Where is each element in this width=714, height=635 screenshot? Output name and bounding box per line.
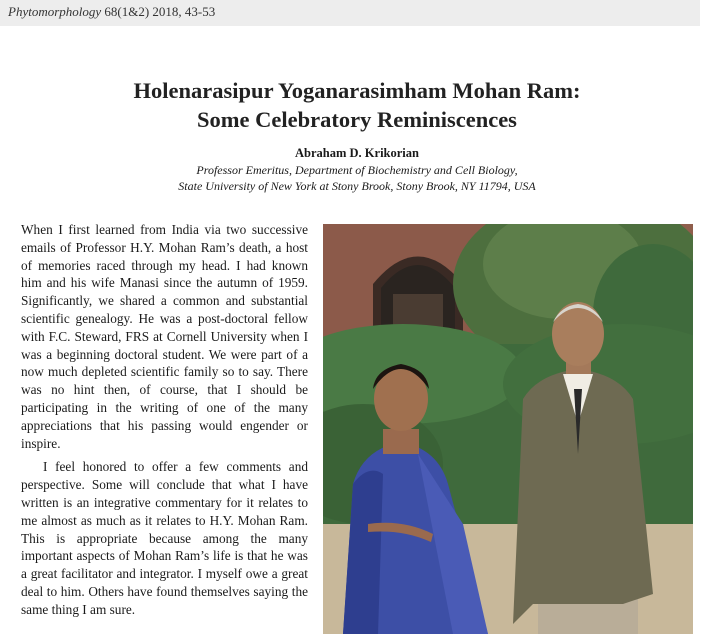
body-text-column bbox=[21, 221, 308, 625]
author-name: Abraham D. Krikorian bbox=[295, 146, 419, 160]
journal-name: Phytomorphology bbox=[8, 4, 102, 19]
article-title bbox=[0, 76, 714, 134]
body-paragraph-1: When I first learned from India via two successive emails of Professor H.Y. Mohan Ram’s death, a host of memories raced through my head. I had known him and his wife Manasi since the autumn of 1959. Significantly, we shared a common and substantial scientific genealogy. He was a post-doctoral fellow with F.C. Steward, FRS at Cornell University when I was a beginning doctoral student. We were part of a now much depleted scientific family so to say. There was no hint then, of course, that I should be participating in the writing of one of the many appreciations that his passing would engender or inspire. bbox=[21, 222, 308, 451]
affiliation-line-2: State University of New York at Stony Brook, Stony Brook, NY 11794, USA bbox=[178, 179, 536, 193]
title-line-1: Holenarasipur Yoganarasimham Mohan Ram: bbox=[133, 78, 581, 103]
photo-illustration bbox=[323, 224, 693, 634]
affiliation-line-1: Professor Emeritus, Department of Biochemistry and Cell Biology, bbox=[196, 163, 518, 177]
portrait-photograph bbox=[323, 224, 693, 634]
body-paragraph-2: I feel honored to offer a few comments and perspective. Some will conclude that what I have written is an integrative commentary for it relates to me almost as much as it relates to H.Y. Mohan Ram. This is appropriate because among the many important aspects of Mohan Ram’s life is that he was a great facilitator and integrator. I myself owe a great deal to him. Others have found themselves saying the same thing I am sure. bbox=[21, 459, 308, 617]
title-line-2: Some Celebratory Reminiscences bbox=[197, 107, 517, 132]
journal-citation bbox=[8, 4, 215, 20]
author-affiliation bbox=[0, 162, 714, 194]
citation-details: 68(1&2) 2018, 43-53 bbox=[101, 4, 216, 19]
